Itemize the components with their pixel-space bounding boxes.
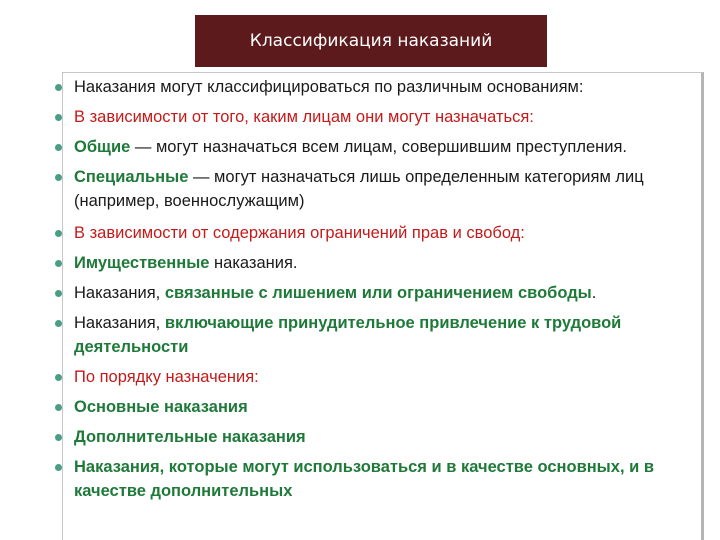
text-segment: Наказания могут классифицироваться по различным основаниям: [74, 78, 584, 96]
text-segment: В зависимости от содержания ограничений прав и свобод: [74, 224, 525, 242]
text-segment: Дополнительные наказания [74, 428, 306, 446]
bullet-item [52, 311, 702, 359]
text-segment: связанные с лишением или ограничением свободы [164, 284, 592, 302]
bullet-dot-icon [55, 434, 62, 441]
bullet-item [52, 455, 702, 503]
bullet-item [52, 425, 702, 449]
bullet-text [74, 398, 248, 416]
bullet-dot-icon [55, 114, 62, 121]
bullet-item [52, 135, 702, 159]
bullet-item [52, 105, 702, 129]
bullet-dot-icon [55, 260, 62, 267]
text-segment: Наказания, которые могут использоваться и в качестве основных, и в качестве дополнительных [74, 458, 654, 500]
bullet-text [74, 284, 596, 302]
bullet-item [52, 75, 702, 99]
slide-title: Классификация наказаний [249, 31, 493, 51]
text-segment: включающие принудительное привлечение к трудовой деятельности [74, 314, 622, 356]
bullet-dot-icon [55, 464, 62, 471]
text-segment: В зависимости от того, каким лицам они могут назначаться: [74, 108, 534, 126]
bullet-dot-icon [55, 320, 62, 327]
text-segment: — могут назначаться всем лицам, совершившим преступления. [130, 138, 627, 156]
text-segment: — могут назначаться лишь определенным категориям лиц (например, военнослужащим) [74, 168, 644, 210]
bullet-text [74, 224, 525, 242]
text-segment: Специальные [74, 168, 189, 186]
bullet-dot-icon [55, 230, 62, 237]
bullet-item [52, 281, 702, 305]
bullet-dot-icon [55, 174, 62, 181]
bullet-text [74, 368, 259, 386]
text-segment: . [591, 284, 597, 302]
slide-title-box [195, 15, 547, 67]
bullet-item [52, 221, 702, 245]
text-segment: Имущественные [74, 254, 210, 272]
text-segment: Наказания, [74, 284, 165, 302]
bullet-item [52, 365, 702, 389]
text-segment: Общие [74, 138, 131, 156]
bullet-dot-icon [55, 84, 62, 91]
bullet-list [52, 75, 702, 509]
bullet-text [74, 428, 306, 446]
bullet-dot-icon [55, 144, 62, 151]
bullet-dot-icon [55, 404, 62, 411]
bullet-item [52, 395, 702, 419]
bullet-text [74, 254, 298, 272]
bullet-text [74, 458, 654, 500]
bullet-dot-icon [55, 374, 62, 381]
bullet-dot-icon [55, 290, 62, 297]
bullet-item [52, 251, 702, 275]
text-segment: наказания. [209, 254, 298, 272]
bullet-text [74, 78, 584, 96]
text-segment: Основные наказания [74, 398, 248, 416]
bullet-text [74, 168, 644, 210]
bullet-text [74, 314, 621, 356]
bullet-text [74, 108, 534, 126]
text-segment: По порядку назначения: [74, 368, 259, 386]
bullet-text [74, 138, 627, 156]
text-segment: Наказания, [74, 314, 165, 332]
bullet-item [52, 165, 702, 213]
